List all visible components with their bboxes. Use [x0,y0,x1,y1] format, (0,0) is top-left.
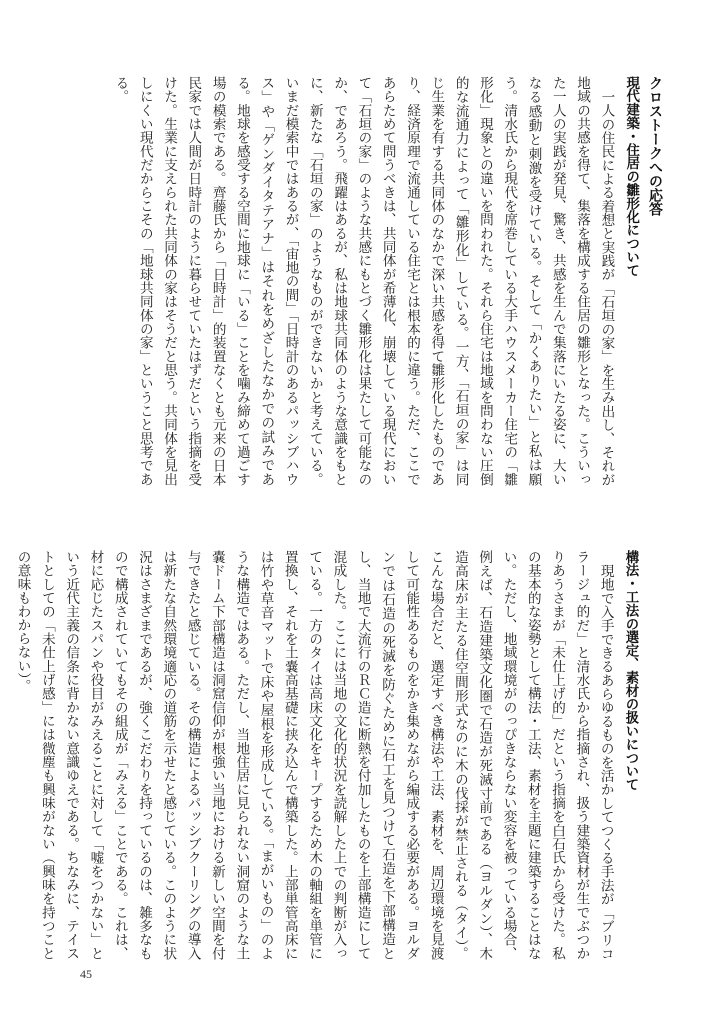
section-title: クロストークへの応答 [647,76,663,216]
column-top [107,76,667,486]
page-number: 45 [80,967,92,981]
heading-modern-architecture: 現代建築・住居の雛形化について [623,76,639,277]
heading-construction-methods: 構法・工法の選定、素材の扱いについて [623,550,638,792]
column-bottom [14,550,642,960]
paragraph-modern-architecture: 一人の住民による着想と実践が「石垣の家」を生み出し、それが地域の共感を得て、集落を構成する住居の雛形となった。こういった一人の実践が発見、驚き、共感を生んで集落にいたる姿に、大いなる感動と刺激を受けている。そして「かくありたい」と私は願う。清水氏から現代を席巻している大手ハウスメーカー住宅の「雛形化」現象との違いを問われた。それら住宅は地域を問わない圧倒的な流通力によって「雛形化」している。一方、「石垣の家」は同じ生業を有する共同体のなかで深い共感を得て雛形化したものであり、経済原理で流通している住宅とは根本的に違う。ただ、ここであらためて問うべきは、共同体が希薄化、崩壊している現代において「石垣の家」のような共感にもとづく雛形化は果たして可能なのか、であろう。飛躍はあるが、私は地球共同体のような意識をもとに、新たな「石垣の家」のようなものができないかと考えている。いまだ模索中ではあるが、「宙地の間」「日時計のあるパッシブハウス」や「ゲンダイタテアナ」はそれをめざしたなかでの試みである。地球を感受する空間に地球に「いる」ことを噛み締めて過ごす場の模索である。齊藤氏から「日時計」的装置なくとも元来の日本民家では人間が日時計のように暮らせていたはずだという指摘を受けた。生業に支えられた共同体の家はそうだと思う。共同体を見出しにくい現代だからこその「地球共同体の家」ということ思考である。 [112,76,615,486]
paragraph-construction-methods: 現地で入手できるあらゆるものを活かしてつくる手法が「ブリコラージュ的だ」と清水氏から指摘され、扱う建築資材が生でぶつかりあうさまが「未仕上げ的」だという指摘を白石氏から受けた。私の基本的な姿勢として構法・工法、素材を主題に建築することはない。ただし、地域環境がのっぴきならない変容を被っている場合、例えば、石造建築文化圏で石造が死滅寸前である（ヨルダン）、木造高床が主たる住空間形式なのに木の伐採が禁止される（タイ）。こんな場合だと、選定すべき構法や工法、素材を、周辺環境を見渡して可能性あるものをかき集めながら編成する必要がある。ヨルダンでは石造の死滅を防ぐために石工を見つけて石造を下部構造とし、当地で大流行のＲＣ造に断熱を付加したものを上部構造にして混成した。ここには当地の文化的状況を読解した上での判断が入っている。一方のタイは高床文化をキープするため木の軸組を単管に置換し、それを土嚢高基礎に挟み込んで構築した。上部単管高床には竹や草音マットで床や屋根を形成している。「まがいもの」のような構造ではある。ただし、当地住居に見られない洞窟のような土嚢ドーム下部構造は洞窟信仰が根強い当地における新しい空間を付与できたと感じている。その構造によるパッシブクーリングの導入は新たな自然環境適応の道筋を示せたと感じている。このように状況はさまざまであるが、強くこだわりを持っているのは、雑多なもので構成されていてもその組成が「みえる」ことである。これは、材に応じたスパンや役目がみえることに対して「嘘をつかない」という近代主義の信条に背かない意識ゆえである。ちなみに、テイストとしての「未仕上げ感」には微塵も興味がない（興味を持つことの意味もわからない）。 [14,550,614,960]
